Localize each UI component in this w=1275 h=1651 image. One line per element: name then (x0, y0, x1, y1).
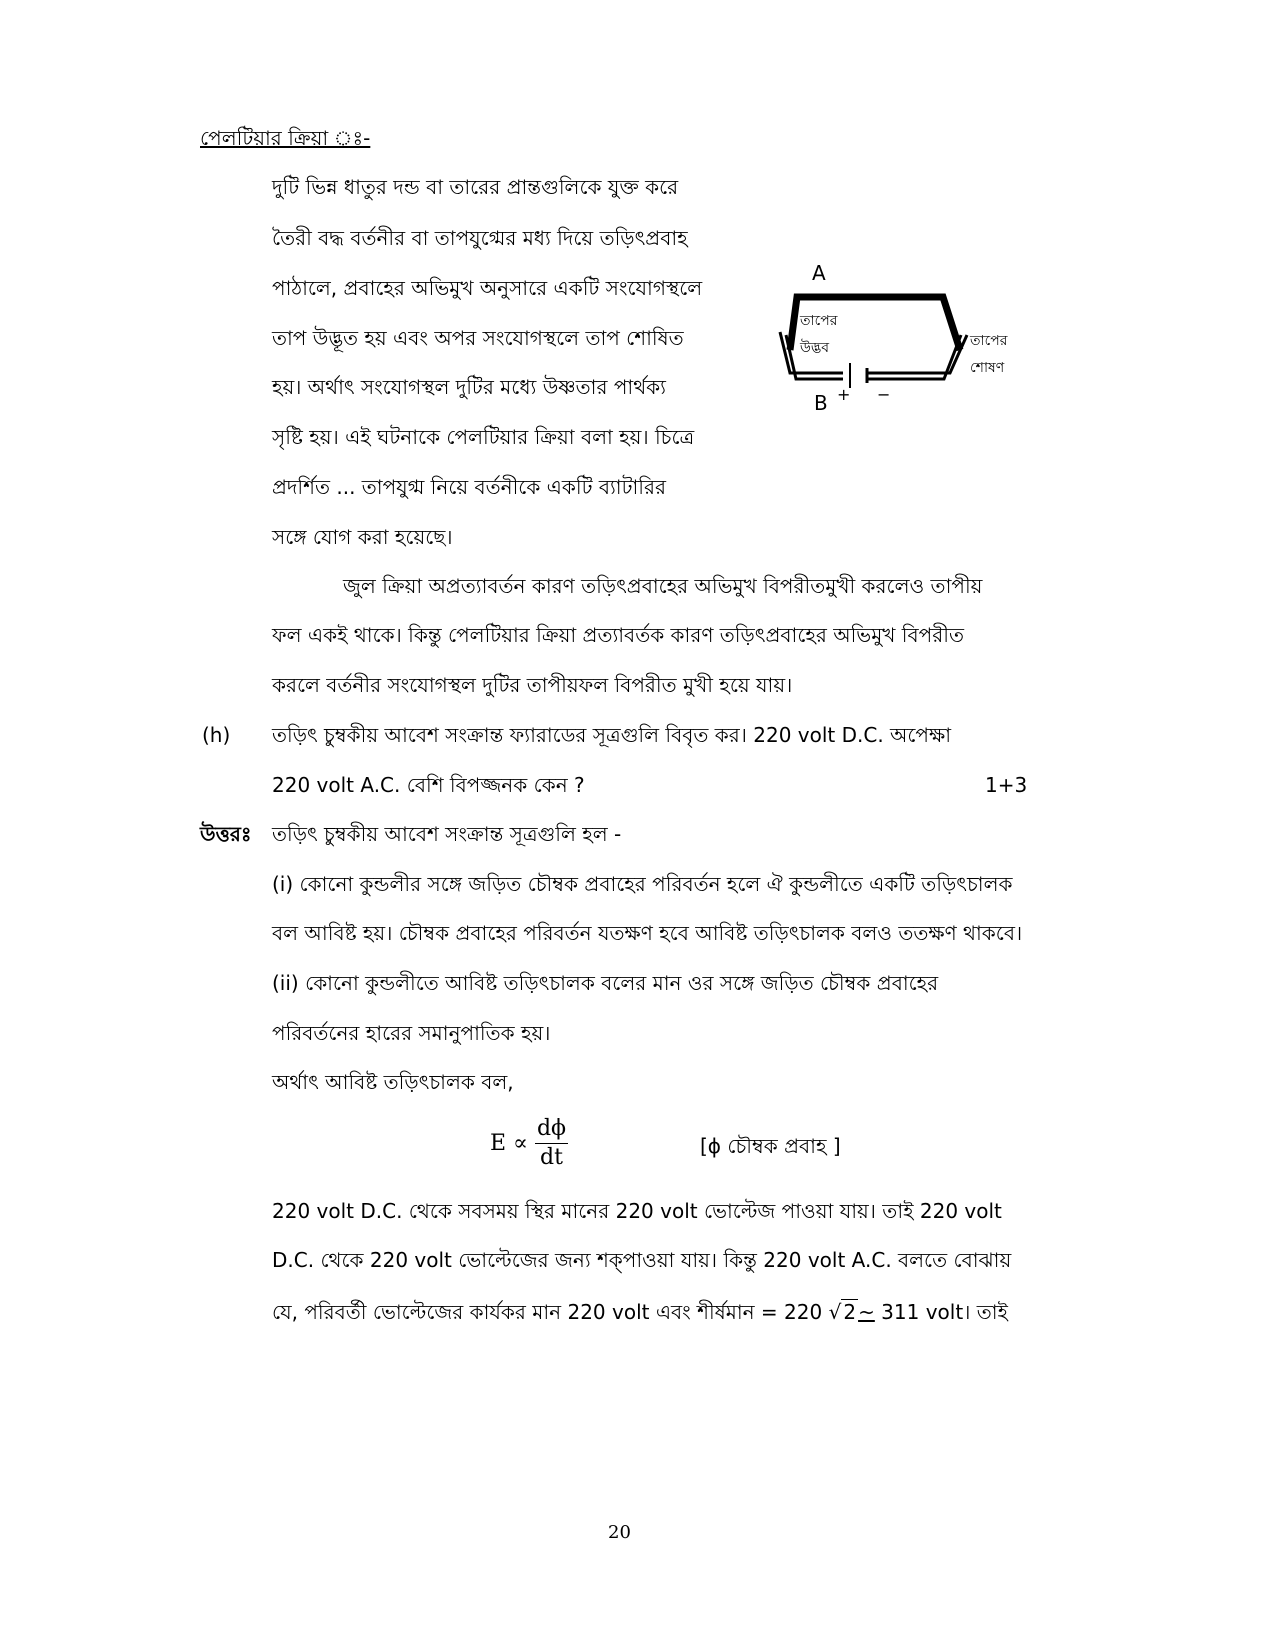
heat-absorbed-label-2: শোষণ (970, 360, 1005, 376)
dc-ac-line-1: 220 volt D.C. থেকে সবসময় স্থির মানের 220 volt ভোল্টেজ পাওয়া যায়। তাই 220 volt (272, 1199, 1002, 1223)
para1-line-7: প্রদর্শিত ... তাপযুগ্ম নিয়ে বর্তনীকে একটি ব্যাটারির (272, 475, 667, 499)
sqrt-radicand: 2 (843, 1300, 857, 1324)
para1-line-6: সৃষ্টি হয়। এই ঘটনাকে পেলটিয়ার ক্রিয়া বলা হয়। চিত্রে (272, 425, 695, 449)
dc-ac-line-3 (272, 1298, 1008, 1326)
heat-absorbed-label-1: তাপের (970, 333, 1008, 349)
formula-denominator: dt (540, 1145, 563, 1170)
sqrt-symbol: √ (828, 1300, 842, 1324)
para2-line-2: ফল একই থাকে। কিন্তু পেলটিয়ার ক্রিয়া প্রত্যাবর্তক কারণ তড়িৎপ্রবাহের অভিমুখ বিপরীত (272, 623, 964, 647)
dc-ac-line-3-pre: যে, পরিবর্তী ভোল্টেজের কার্যকর মান 220 volt এবং শীর্ষমান = 220 (272, 1300, 829, 1324)
page-number: 20 (608, 1522, 631, 1543)
faraday-formula (490, 1115, 568, 1172)
dc-ac-line-3-post: 311 volt। তাই (874, 1300, 1008, 1324)
section-heading: পেলটিয়ার ক্রিয়া ঃ- (200, 126, 371, 150)
para1-line-8: সঙ্গে যোগ করা হয়েছে। (272, 525, 453, 549)
sqrt-two (829, 1298, 858, 1326)
formula-note: [ϕ চৌম্বক প্রবাহ ] (700, 1134, 841, 1158)
formula-numerator: dϕ (535, 1115, 568, 1144)
answer-label: উত্তরঃ (200, 822, 252, 846)
law2-line-2: পরিবর্তনের হারের সমানুপাতিক হয়। (272, 1021, 551, 1045)
emf-line: অর্থাৎ আবিষ্ট তড়িৎচালক বল, (272, 1070, 514, 1094)
junction-label-a: A (812, 261, 826, 285)
question-line-2: 220 volt A.C. বেশি বিপজ্জনক কেন ? (272, 773, 585, 797)
circuit-wire-right-lower (867, 335, 967, 373)
question-label: (h) (202, 723, 231, 747)
peltier-circuit-diagram (770, 255, 1030, 420)
answer-intro: তড়িৎ চুম্বকীয় আবেশ সংক্রান্ত সূত্রগুলি হল - (272, 822, 622, 846)
para1-line-4: তাপ উদ্ভূত হয় এবং অপর সংযোগস্থলে তাপ শোষিত (272, 326, 684, 350)
question-marks: 1+3 (985, 773, 1028, 797)
heat-evolved-label-1: তাপের (800, 313, 838, 329)
law2-line-1: (ii) কোনো কুন্ডলীতে আবিষ্ট তড়িৎচালক বলের মান ওর সঙ্গে জড়িত চৌম্বক প্রবাহের (272, 971, 939, 995)
para1-line-5: হয়। অর্থাৎ সংযোগস্থল দুটির মধ্যে উষ্ণতার পার্থক্য (272, 375, 666, 399)
formula-lhs: E ∝ (490, 1131, 528, 1156)
heat-evolved-label-2: উদ্ভব (800, 340, 830, 356)
question-line-1: তড়িৎ চুম্বকীয় আবেশ সংক্রান্ত ফ্যারাডের সূত্রগুলি বিবৃত কর। 220 volt D.C. অপেক্ষা (272, 723, 951, 747)
dc-ac-line-2: D.C. থেকে 220 volt ভোল্টেজের জন্য শক্পাওয়া যায়। কিন্তু 220 volt A.C. বলতে বোঝায় (272, 1248, 1012, 1272)
battery-minus-label: − (877, 385, 891, 404)
para1-line-3: পাঠালে, প্রবাহের অভিমুখ অনুসারে একটি সংযোগস্থলে (272, 276, 703, 300)
law1-line-2: বল আবিষ্ট হয়। চৌম্বক প্রবাহের পরিবর্তন যতক্ষণ হবে আবিষ্ট তড়িৎচালক বলও ততক্ষণ থাকবে। (272, 921, 1023, 945)
para1-line-2: তৈরী বদ্ধ বর্তনীর বা তাপযুগ্মের মধ্য দিয়ে তড়িৎপ্রবাহ (272, 226, 688, 250)
junction-label-b: B (814, 391, 828, 415)
approx-symbol: ~ (858, 1300, 875, 1324)
formula-fraction (535, 1115, 568, 1172)
para2-line-3: করলে বর্তনীর সংযোগস্থল দুটির তাপীয়ফল বিপরীত মুখী হয়ে যায়। (272, 673, 793, 697)
para1-line-1: দুটি ভিন্ন ধাতুর দন্ড বা তারের প্রান্তগুলিকে যুক্ত করে (272, 175, 679, 199)
para2-line-1: জুল ক্রিয়া অপ্রত্যাবর্তন কারণ তড়িৎপ্রবাহের অভিমুখ বিপরীতমুখী করলেও তাপীয় (343, 574, 983, 598)
battery-plus-label: + (837, 385, 851, 404)
law1-line-1: (i) কোনো কুন্ডলীর সঙ্গে জড়িত চৌম্বক প্রবাহের পরিবর্তন হলে ঐ কুন্ডলীতে একটি তড়িৎচালক (272, 872, 1013, 896)
